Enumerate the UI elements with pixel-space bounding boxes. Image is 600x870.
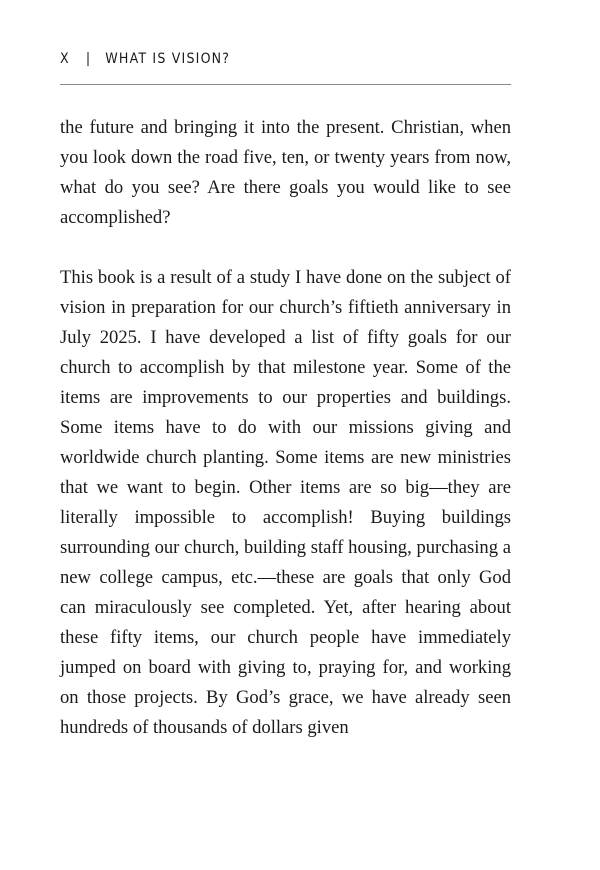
body-text xyxy=(60,113,511,743)
paragraph-2: This book is a result of a study I have done on the subject of vision in preparation for our church’s fiftieth anniversary in July 2025. I have developed a list of fifty goals for our church to accomplish by that milestone year. Some of the items are improvements to our properties and buildings. Some items have to do with our missions giving and worldwide church planting. Some items are new ministries that we want to begin. Other items are so big—they are literally impossible to accomplish! Buying buildings surrounding our church, building staff housing, purchasing a new college campus, etc.—these are goals that only God can miraculously see completed. Yet, after hearing about these fifty items, our church people have immediately jumped on board with giving to, praying for, and working on those projects. By God’s grace, we have already seen hundreds of thousands of dollars given xyxy=(60,267,511,738)
header-rule xyxy=(60,84,511,85)
header-separator: | xyxy=(85,51,92,67)
chapter-title: WHAT IS VISION? xyxy=(105,51,231,67)
running-header xyxy=(60,51,510,71)
page-number: X xyxy=(60,51,70,67)
paragraph-1: the future and bringing it into the present. Christian, when you look down the road five, ten, or twenty years from now, what do you see? Are there goals you would like to see accomplished? xyxy=(60,117,511,228)
